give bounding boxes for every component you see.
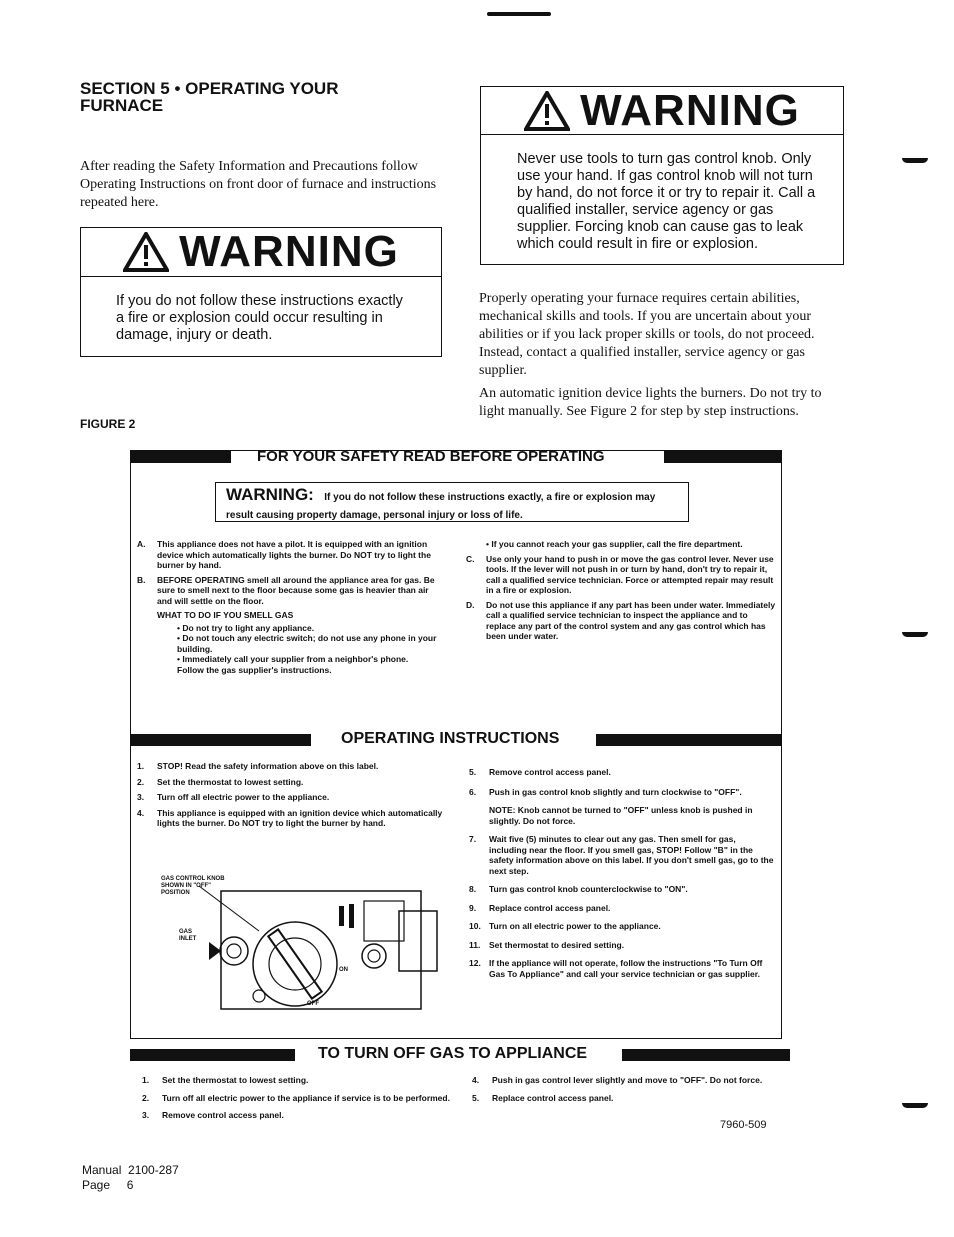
warning-body: Never use tools to turn gas control knob. Only use your hand. If gas control knob will not turn by hand, do not force it or try to repair it. Call a qualified installer, service agency or gas supplier. Forcing knob can cause gas to leak which could result in fire or explosion.: [517, 151, 816, 252]
turnoff-left-steps: 1. Set the thermostat to lowest setting. 2. Turn off all electric power to the appliance if service is to be performed. 3. Remove control access panel.: [142, 1075, 460, 1121]
turnoff-step: Turn off all electric power to the appliance if service is to be performed.: [162, 1092, 450, 1103]
figure-label: FIGURE 2: [80, 417, 136, 431]
safety-item-a: This appliance does not have a pilot. It is equipped with an ignition device which automatically lights the burner. Do NOT try to light the burner by hand.: [157, 539, 431, 570]
warning-box-left: [80, 227, 442, 357]
page-footer: [82, 1163, 179, 1193]
operating-step: Turn gas control knob counterclockwise to "ON".: [489, 884, 688, 894]
turnoff-step: Replace control access panel.: [492, 1092, 614, 1103]
warning-header: [81, 228, 441, 277]
turnoff-step: Push in gas control lever slightly and move to "OFF". Do not force.: [492, 1075, 763, 1085]
warning-header: [481, 87, 843, 135]
operating-step: Turn on all electric power to the appliance.: [489, 921, 661, 931]
operating-step: STOP! Read the safety information above on this label.: [157, 761, 379, 771]
band-bar: [130, 1049, 295, 1061]
figure-panel: [130, 450, 782, 1039]
band-bar: [596, 734, 781, 746]
safety-left-column: A. This appliance does not have a pilot. It is equipped with an ignition device which automatically lights the burner. Do NOT try to light the burner by hand. B. BEFORE OPERATING smell all around the appliance area for gas. Be sure to smell next to the floor because some gas is heavier than air and will settle on the floor. WHAT TO DO IF YOU SMELL GAS • Do not try to light any appliance. • Do not touch any electric switch; do not use any phone in your building. • Immediately call your supplier from a neighbor's phone. Follow the gas supplier's instructions.: [137, 539, 437, 675]
gas-valve-diagram: [199, 876, 449, 1016]
safety-warning-text: If you do not follow these instructions exactly, a fire or explosion may result causing property damage, personal injury or loss of life.: [226, 492, 656, 521]
turnoff-step: Set the thermostat to lowest setting.: [162, 1075, 309, 1085]
warning-triangle-icon: [524, 91, 570, 131]
operating-note: NOTE: Knob cannot be turned to "OFF" unless knob is pushed in slightly. Do not force.: [489, 805, 753, 826]
safety-warning-box: [215, 482, 689, 522]
turnoff-section: [130, 1045, 790, 1145]
band-bar: [131, 451, 231, 463]
smell-bullet: • If you cannot reach your gas supplier, call the fire department.: [486, 539, 743, 549]
operating-step: If the appliance will not operate, follow the instructions "To Turn Off Gas To Appliance" and call your service technician or gas supplier.: [489, 958, 763, 979]
warning-box-right: [480, 86, 844, 265]
operating-step: Push in gas control knob slightly and turn clockwise to "OFF".: [489, 786, 742, 797]
warning-heading: WARNING: [179, 227, 399, 276]
operating-left-steps: 1. STOP! Read the safety information above on this label. 2. Set the thermostat to lowest setting. 3. Turn off all electric power to the appliance. 4. This appliance is equipped with an ignition device which automatically lights the burner. Do NOT try to light the burner by hand.: [137, 761, 453, 829]
manual-number: 2100-287: [128, 1163, 179, 1177]
band-bar: [664, 451, 781, 463]
operating-step: This appliance is equipped with an ignition device which automatically lights the burner. Do NOT try to light the burner by hand.: [157, 807, 443, 828]
warning-heading: WARNING: [580, 85, 800, 135]
warning-triangle-icon: [123, 232, 169, 272]
page-number: 6: [126, 1178, 134, 1192]
operating-step: Turn off all electric power to the appliance.: [157, 792, 330, 802]
manual-label: Manual: [82, 1163, 122, 1177]
safety-right-column: • If you cannot reach your gas supplier, call the fire department. C. Use only your hand to push in or move the gas control lever. Never use tools. If the lever will not push in or turn by hand, don't try to repair it, call a qualified service technician. Force or attempted repair may result in a fire or explosion. D. Do not use this appliance if any part has been under water. Immediately call a qualified service technician to inspect the appliance and to replace any part of the control system and any gas control which has been under water.: [466, 539, 776, 641]
page-label: Page: [82, 1178, 111, 1192]
margin-mark: [902, 632, 928, 637]
warning-body: If you do not follow these instructions exactly a fire or explosion could occur resulting in damage, injury or death.: [116, 293, 403, 343]
smell-bullet: • Do not touch any electric switch; do not use any phone in your building.: [177, 633, 437, 654]
safety-item-b: BEFORE OPERATING smell all around the appliance area for gas. Be sure to smell next to the floor because some gas is heavier than air and will settle on the floor.: [157, 574, 435, 606]
safety-item-d: Do not use this appliance if any part has been under water. Immediately call a qualified service technician to inspect the appliance and to replace any part of the control system and any gas control which has been under water.: [486, 599, 776, 641]
smell-gas-title: WHAT TO DO IF YOU SMELL GAS: [157, 610, 294, 620]
band-bar: [131, 734, 311, 746]
operating-right-steps: 5. Remove control access panel. 6. Push in gas control knob slightly and turn clockwise to "OFF". NOTE: Knob cannot be turned to "OFF" unless knob is pushed in slightly. Do not force. 7. Wait five (5) minutes to clear out any gas. Then smell for gas, including near the floor. If you smell gas, STOP! Follow "B" in the safety information above on this label. If you don't smell gas, go to the next step. 8. Turn gas control knob counterclockwise to "ON". 9. Replace control access panel. 10. Turn on all electric power to the appliance. 11. Set thermostat to desired setting. 12. If the appliance will not operate, follow the instructions "To Turn Off Gas To Appliance" and call your service technician or gas supplier.: [469, 767, 774, 979]
operating-step: Set the thermostat to lowest setting.: [157, 776, 304, 787]
operating-step: Replace control access panel.: [489, 902, 611, 913]
turnoff-right-steps: 4. Push in gas control lever slightly and move to "OFF". Do not force. 5. Replace control access panel.: [472, 1075, 790, 1103]
smell-bullet: • Do not try to light any appliance.: [177, 622, 315, 633]
intro-paragraph: After reading the Safety Information and Precautions follow Operating Instructions on front door of furnace and instructions repeated here.: [80, 159, 437, 210]
figure-code: 7960-509: [720, 1119, 767, 1131]
section-title: SECTION 5 • OPERATING YOUR FURNACE: [80, 79, 339, 115]
margin-mark: [902, 158, 928, 163]
safety-warning-word: WARNING:: [226, 485, 314, 504]
safety-title: FOR YOUR SAFETY READ BEFORE OPERATING: [257, 448, 605, 465]
paragraph-ignition: An automatic ignition device lights the burners. Do not try to light manually. See Figure 2 for step by step instructions.: [479, 386, 822, 419]
turnoff-step: Remove control access panel.: [162, 1110, 284, 1120]
band-bar: [622, 1049, 790, 1061]
operating-step: Wait five (5) minutes to clear out any gas. Then smell for gas, including near the floor. If you smell gas, STOP! Follow "B" in the safety information above on this label. If you don't smell gas, go to the next step.: [489, 834, 774, 876]
margin-mark: [902, 1103, 928, 1108]
valve-control-label: GAS CONTROL KNOB SHOWN IN "OFF" POSITION: [161, 876, 225, 896]
valve-off-label: OFF: [307, 1001, 319, 1007]
operating-step: Set thermostat to desired setting.: [489, 939, 625, 950]
smell-bullet: • Immediately call your supplier from a neighbor's phone. Follow the gas supplier's instructions.: [177, 654, 409, 675]
safety-item-c: Use only your hand to push in or move the gas control lever. Never use tools. If the lever will not push in or turn by hand, don't try to repair it, call a qualified service technician. Force or attempted repair may result in a fire or explosion.: [486, 553, 774, 595]
operating-step: Remove control access panel.: [489, 767, 611, 777]
valve-on-label: ON: [339, 967, 348, 973]
paragraph-abilities: Properly operating your furnace requires certain abilities, mechanical skills and tools. If you are uncertain about your abilities or if you lack proper skills or tools, do not proceed. Instead, contact a qualified installer, service agency or gas supplier.: [479, 291, 815, 378]
top-mark: [487, 12, 551, 16]
turnoff-title: TO TURN OFF GAS TO APPLIANCE: [318, 1045, 588, 1062]
operating-title: OPERATING INSTRUCTIONS: [341, 730, 560, 747]
valve-inlet-label: GAS INLET: [179, 929, 197, 942]
